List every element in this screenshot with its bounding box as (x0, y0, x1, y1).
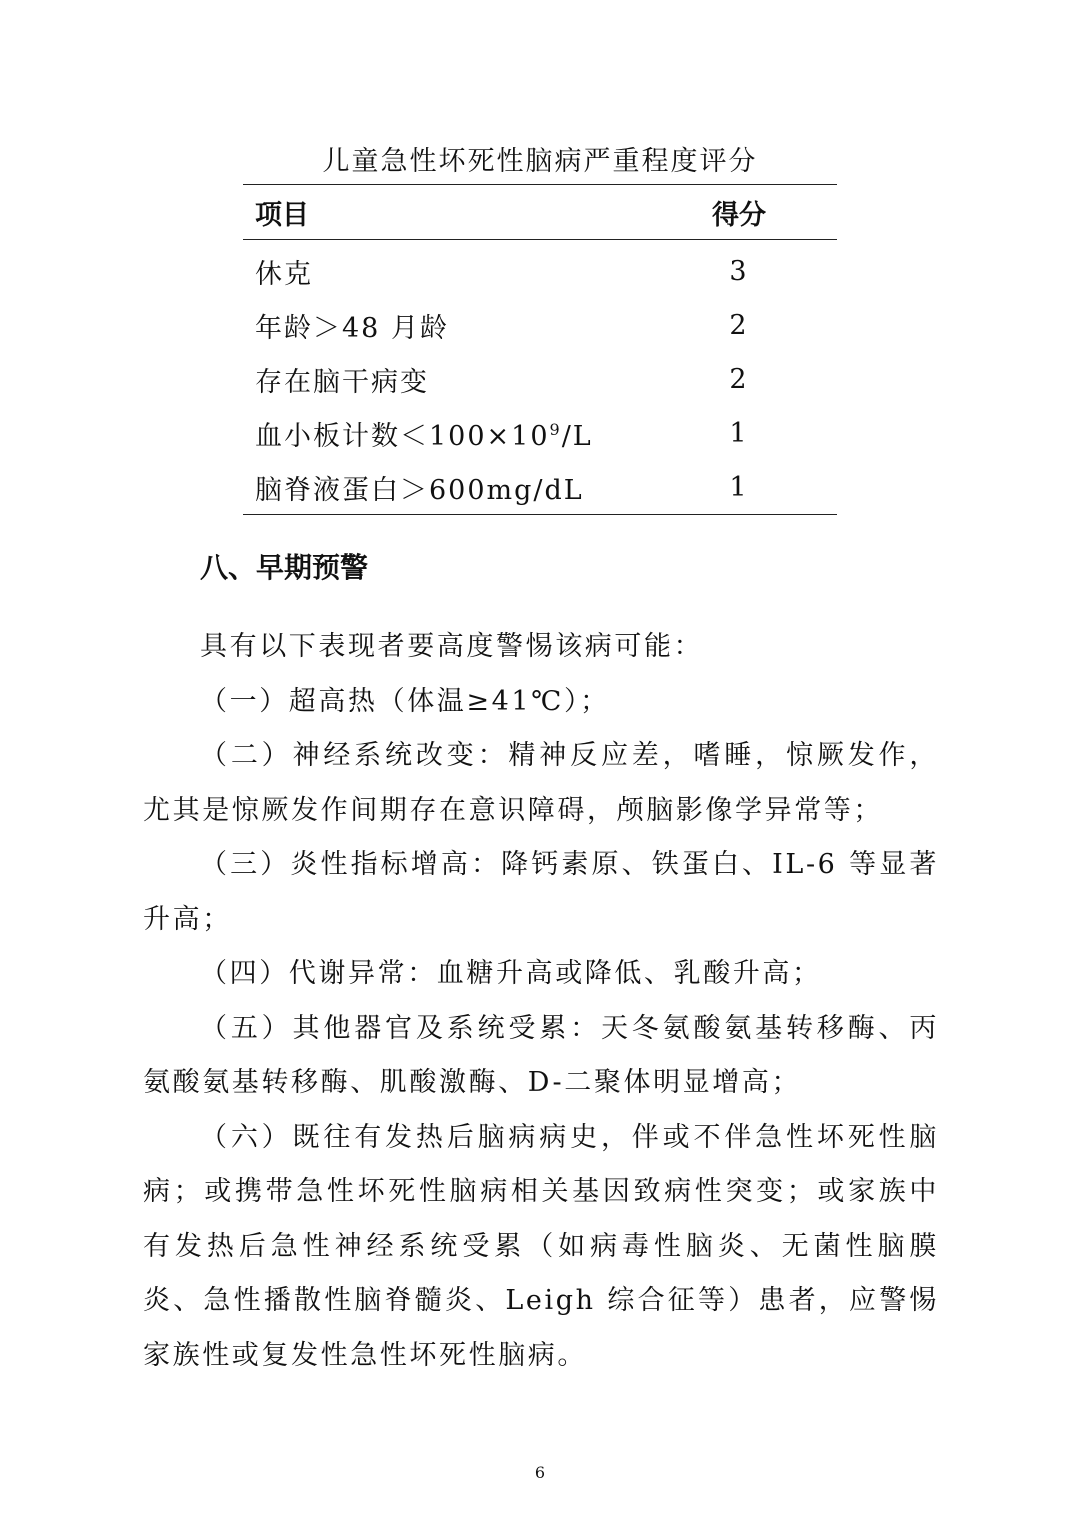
row-item: 休克 (255, 258, 313, 290)
paragraph: （六）既往有发热后脑病病史，伴或不伴急性坏死性脑病；或携带急性坏死性脑病相关基因致病性突变；或家族中有发热后急性神经系统受累（如病毒性脑炎、无菌性脑膜炎、急性播散性脑脊髓炎、Leigh 综合征等）患者，应警惕家族性或复发性急性坏死性脑病。 (143, 1121, 939, 1371)
section-heading: 八、早期预警 (200, 551, 369, 584)
row-score: 1 (729, 471, 749, 503)
header-item: 项目 (243, 185, 641, 240)
row-item: 年龄＞48 月龄 (255, 312, 449, 344)
paragraph: （一）超高热（体温≥41℃）； (200, 685, 610, 717)
row-item: 存在脑干病变 (255, 366, 429, 398)
table-row (243, 406, 837, 460)
paragraph: （四）代谢异常：血糖升高或降低、乳酸升高； (200, 958, 822, 989)
table-row (243, 460, 837, 515)
table-row (243, 352, 837, 406)
severity-score-table (243, 184, 837, 515)
paragraph: （二）神经系统改变：精神反应差，嗜睡，惊厥发作，尤其是惊厥发作间期存在意识障碍，颅脑影像学异常等； (143, 740, 939, 826)
paragraph: 具有以下表现者要高度警惕该病可能： (200, 631, 704, 662)
table-row (243, 240, 837, 299)
row-score: 1 (729, 417, 749, 449)
section-body (143, 620, 939, 1383)
paragraph: （五）其他器官及系统受累：天冬氨酸氨基转移酶、丙氨酸氨基转移酶、肌酸激酶、D-二聚体明显增高； (143, 1012, 939, 1098)
row-score: 2 (729, 363, 749, 395)
row-item-exponent: 9 (549, 419, 562, 439)
row-item-suffix: /L (561, 420, 593, 452)
row-score: 2 (729, 309, 749, 341)
row-score: 3 (729, 255, 749, 287)
header-score: 得分 (641, 185, 837, 240)
paragraph: （三）炎性指标增高：降钙素原、铁蛋白、IL-6 等显著升高； (143, 849, 939, 935)
row-item: 脑脊液蛋白＞600mg/dL (255, 474, 584, 506)
table-header-row (243, 185, 837, 240)
page-number: 6 (534, 1463, 546, 1482)
row-item-prefix: 血小板计数＜100×10 (255, 420, 550, 452)
table-row (243, 298, 837, 352)
row-item (243, 406, 641, 460)
table-title: 儿童急性坏死性脑病严重程度评分 (322, 146, 758, 177)
